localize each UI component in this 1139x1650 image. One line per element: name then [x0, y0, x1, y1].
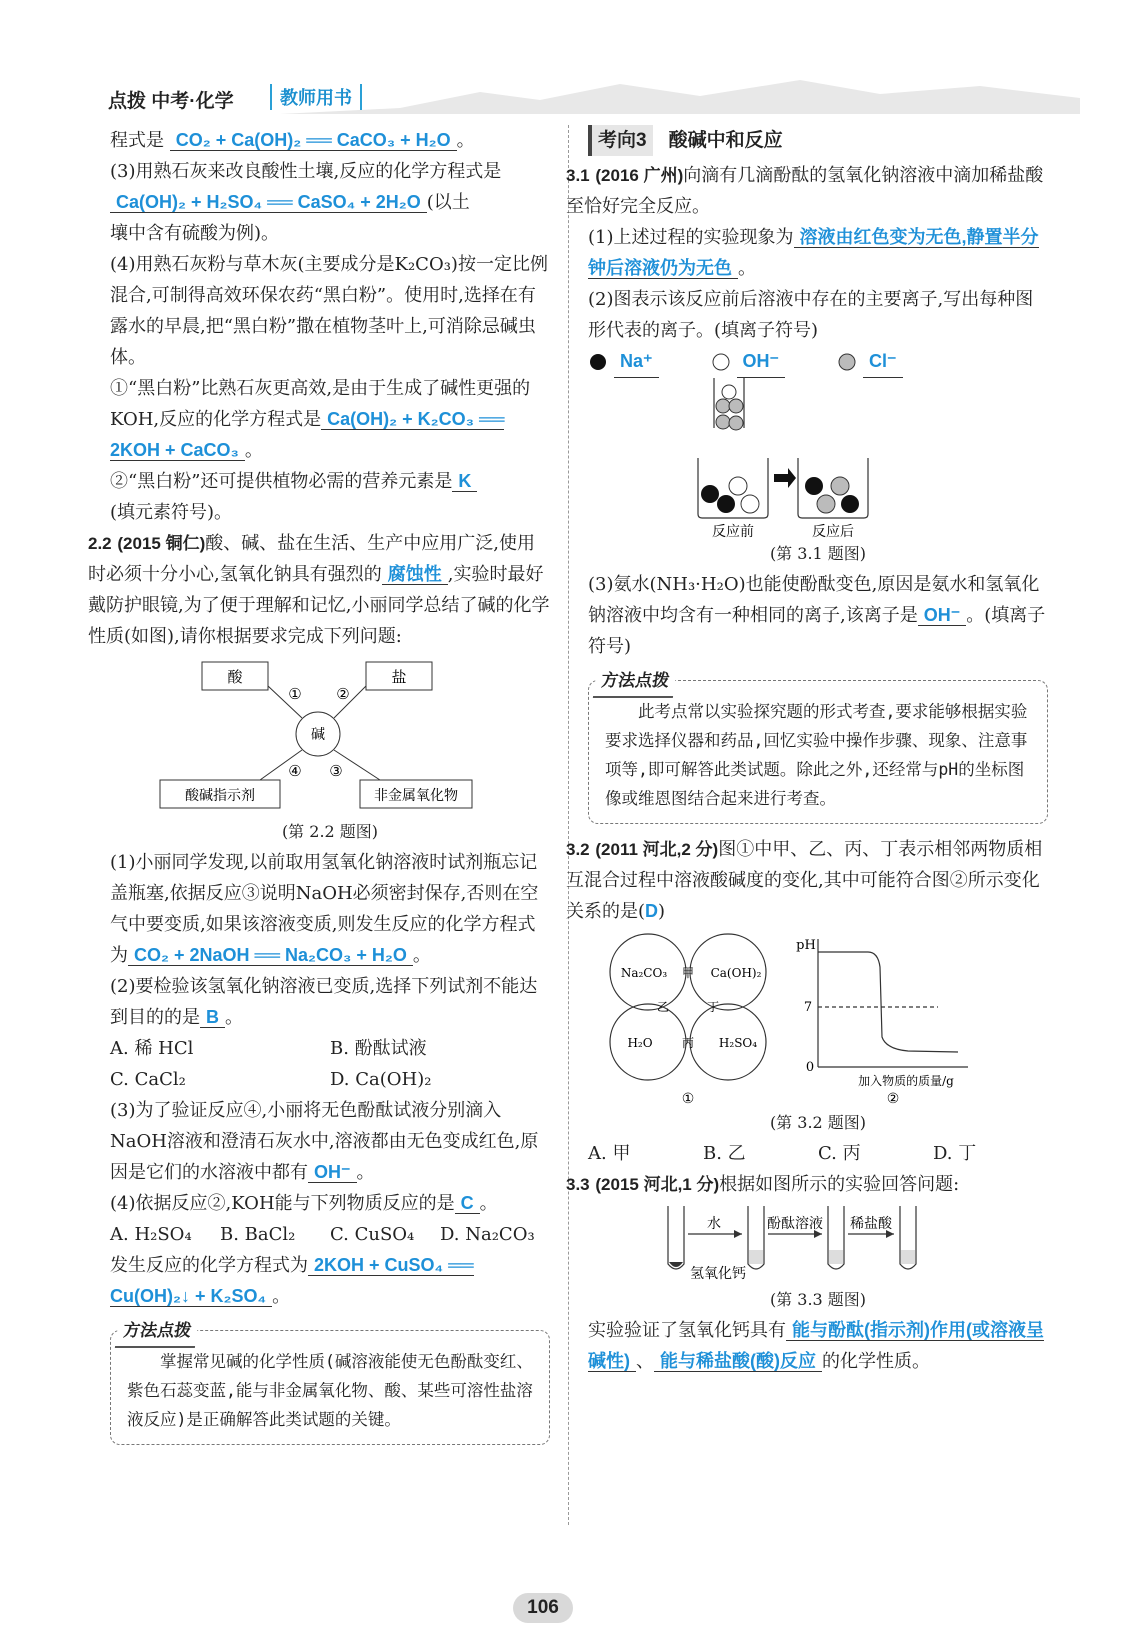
answer: OH⁻ [918, 605, 967, 626]
answer: 2KOH + CuSO₄ ══ Cu(OH)₂↓ + K₂SO₄ [110, 1255, 474, 1306]
section-tag: 考向3 [588, 125, 653, 156]
diagram-num-4: ④ [288, 762, 302, 780]
option: D. Na₂CO₃ [440, 1224, 535, 1245]
text: ) [658, 901, 666, 922]
left-column [88, 125, 550, 1445]
text: (2)要检验该氢氧化钠溶液已变质,选择下列试剂不能达到目的的是 [110, 976, 538, 1028]
answer: OH⁻ [308, 1162, 357, 1183]
figure-caption: (第 3.3 题图) [769, 1290, 867, 1309]
diagram-num-1: ① [288, 685, 302, 703]
figure-caption: (第 3.2 题图) [769, 1113, 867, 1132]
venn-label: Ca(OH)₂ [710, 966, 762, 980]
question-number: 2.2 [88, 534, 112, 553]
figure-caption: (第 2.2 题图) [281, 822, 379, 841]
diagram-num-3: ③ [329, 762, 343, 780]
text: 程式是 [110, 130, 164, 151]
question-text: (填元素符号)。 [110, 502, 233, 523]
figure-label: ② [886, 1091, 900, 1107]
tip-text: 此考点常以实验探究题的形式考查,要求能够根据实验要求选择仪器和药品,回忆实验中操作步骤、现象、注意事项等,即可解答此类试题。除此之外,还经常与pH的坐标图像或维恩图结合起来进行考查。 [605, 702, 1028, 808]
base-properties-diagram [110, 656, 550, 816]
venn-and-ph-figure [588, 927, 1048, 1107]
question-number: 3.2 [566, 840, 590, 859]
venn-label: 甲 [681, 966, 695, 980]
venn-label: Na₂CO₃ [620, 966, 668, 980]
figure-caption: (第 3.1 题图) [769, 544, 867, 563]
page-number: 106 [513, 1593, 573, 1623]
method-tip-box [110, 1321, 550, 1445]
options-row [588, 1138, 1048, 1169]
answer: Ca(OH)₂ + K₂CO₃ ══ 2KOH + CaCO₃ [110, 409, 505, 460]
page-header [100, 78, 1040, 118]
text: ,实验时最好戴防护眼镜,为了便于理解和记忆,小丽同学总结了碱的化学性质(如图),请你根据要求完成下列问题: [88, 564, 550, 647]
option: D. Ca(OH)₂ [330, 1069, 432, 1090]
text: 发生反应的化学方程式为 [110, 1255, 308, 1276]
book-tag: 教师用书 [270, 84, 362, 110]
diagram-num-2: ② [336, 685, 350, 703]
question-source: (2015 铜仁) [117, 534, 206, 553]
text: (以土 [426, 192, 470, 213]
right-column [566, 125, 1048, 1377]
text: 酸、碱、盐在生活、生产中应用广泛,使用时必须十分小心,氢氧化钠具有强烈的 [88, 533, 535, 585]
white-circle-icon [711, 352, 731, 372]
tube-label: 稀盐酸 [850, 1216, 892, 1232]
answer: OH⁻ [737, 346, 786, 378]
method-tip-box [588, 671, 1048, 824]
text: 。 [225, 1007, 243, 1028]
section-title: 酸碱中和反应 [668, 130, 783, 151]
axis-label: 加入物质的质量/g [858, 1074, 954, 1088]
tube-label: 水 [707, 1216, 721, 1232]
question-source: (2011 河北,2 分) [595, 840, 719, 859]
question-text: 壤中含有硫酸为例)。 [110, 223, 280, 244]
options-row [110, 1064, 550, 1095]
answer: 能与稀盐酸(酸)反应 [654, 1351, 822, 1372]
answer: C [455, 1193, 480, 1214]
text: 向滴有几滴酚酞的氢氧化钠溶液中滴加稀盐酸至恰好完全反应。 [566, 165, 1044, 217]
option: C. 丙 [818, 1143, 861, 1164]
text: 根据如图所示的实验回答问题: [719, 1174, 960, 1195]
tip-text: 掌握常见碱的化学性质(碱溶液能使无色酚酞变红、紫色石蕊变蓝,能与非金属氧化物、酸、某些可溶性盐溶液反应)是正确解答此类试题的关键。 [127, 1352, 533, 1429]
answer: CO₂ + 2NaOH ══ Na₂CO₃ + H₂O [128, 945, 413, 966]
text: ①“黑白粉”比熟石灰更高效,是由于生成了碱性更强的KOH,反应的化学方程式是 [110, 378, 531, 430]
answer: 腐蚀性 [382, 564, 448, 585]
tube-label: 氢氧化钙 [690, 1266, 746, 1282]
answer: K [452, 471, 477, 492]
answer: CO₂ + Ca(OH)₂ ══ CaCO₃ + H₂O [170, 130, 457, 151]
option: C. CaCl₂ [110, 1069, 186, 1090]
beaker-diagram [588, 378, 1048, 538]
question-text: (3)用熟石灰来改良酸性土壤,反应的化学方程式是 [110, 161, 502, 182]
text: 。 [272, 1286, 291, 1307]
question-number: 3.1 [566, 166, 590, 185]
text: 图①中甲、乙、丙、丁表示相邻两物质相互混合过程中溶液酸碱度的变化,其中可能符合图②所示变化关系的是( [566, 839, 1043, 922]
text: 。 [412, 945, 431, 966]
answer: D [645, 901, 659, 921]
options-row [110, 1219, 550, 1250]
answer: Na⁺ [614, 346, 659, 378]
black-circle-icon [588, 352, 608, 372]
gray-circle-icon [837, 352, 857, 372]
answer: 能与酚酞(指示剂)作用(或溶液呈碱性) [588, 1320, 1044, 1371]
brand-title: 点拨 中考·化学 [108, 91, 234, 112]
option: B. 酚酞试液 [330, 1038, 427, 1059]
option: A. 甲 [588, 1143, 631, 1164]
option: A. H₂SO₄ [110, 1224, 192, 1245]
venn-label: 乙 [656, 1000, 670, 1014]
answer: 溶液由红色变为无色,静置半分钟后溶液仍为无色 [588, 227, 1039, 278]
figure-label: ① [681, 1091, 695, 1107]
text: (3)氨水(NH₃·H₂O)也能使酚酞变色,原因是氨水和氢氧化钠溶液中均含有一种相同的离子,该离子是 [588, 574, 1040, 626]
text: 。 [456, 130, 475, 151]
tip-title: 方法点拨 [115, 1317, 199, 1348]
question-source: (2016 广州) [595, 166, 684, 185]
question-number: 3.3 [566, 1175, 590, 1194]
answer: B [200, 1007, 225, 1028]
question-text: (4)用熟石灰粉与草木灰(主要成分是K₂CO₃)按一定比例混合,可制得高效环保农药“黑白粉”。使用时,选择在有露水的早晨,把“黑白粉”撒在植物茎叶上,可消除忌碱虫体。 [110, 254, 548, 368]
option: B. 乙 [703, 1143, 746, 1164]
text: 。 [479, 1193, 498, 1214]
options-row [110, 1033, 550, 1064]
diagram-label-acid: 酸 [227, 668, 243, 686]
mountain-decoration [280, 78, 1080, 114]
option: C. CuSO₄ [330, 1224, 415, 1245]
answer: Cl⁻ [863, 346, 903, 378]
text: 的化学性质。 [822, 1351, 930, 1372]
answer: Ca(OH)₂ + H₂SO₄ ══ CaSO₄ + 2H₂O [110, 192, 427, 213]
test-tube-diagram [588, 1200, 1048, 1284]
label-before: 反应前 [712, 524, 754, 538]
venn-label: H₂O [627, 1036, 653, 1050]
text: 实验验证了氢氧化钙具有 [588, 1320, 786, 1341]
text: (3)为了验证反应④,小丽将无色酚酞试液分别滴入NaOH溶液和澄清石灰水中,溶液都由无色变成红色,原因是它们的水溶液中都有 [110, 1100, 539, 1183]
text: ②“黑白粉”还可提供植物必需的营养元素是 [110, 471, 453, 492]
text: 。 [356, 1162, 375, 1183]
question-source: (2015 河北,1 分) [595, 1175, 720, 1194]
text: 。 [244, 440, 263, 461]
text: (1)小丽同学发现,以前取用氢氧化钠溶液时试剂瓶忘记盖瓶塞,依据反应③说明NaOH必须密封保存,否则在空气中要变质,如果该溶液变质,则发生反应的化学方程式为 [110, 852, 539, 966]
text: 。(填离子符号) [588, 605, 1046, 657]
diagram-label-indicator: 酸碱指示剂 [185, 788, 255, 804]
tip-title: 方法点拨 [593, 667, 677, 698]
question-text: (2)图表示该反应前后溶液中存在的主要离子,写出每种图形代表的离子。(填离子符号) [588, 289, 1034, 341]
diagram-label-base: 碱 [311, 727, 325, 743]
axis-label: pH [796, 938, 816, 953]
tick-label: 0 [805, 1060, 815, 1075]
option: A. 稀 HCl [110, 1038, 194, 1059]
text: 。 [738, 258, 756, 279]
text: 、 [636, 1351, 654, 1372]
ion-legend [588, 346, 1048, 378]
venn-label: 丁 [706, 1000, 720, 1014]
text: (4)依据反应②,KOH能与下列物质反应的是 [110, 1193, 455, 1214]
text: (1)上述过程的实验现象为 [588, 227, 794, 248]
diagram-label-oxide: 非金属氧化物 [374, 788, 458, 804]
option: D. 丁 [933, 1143, 977, 1164]
venn-label: 丙 [681, 1036, 695, 1050]
option: B. BaCl₂ [220, 1224, 296, 1245]
diagram-label-salt: 盐 [391, 668, 407, 686]
venn-label: H₂SO₄ [718, 1036, 758, 1050]
column-divider [568, 125, 569, 1525]
tube-label: 酚酞溶液 [767, 1216, 823, 1232]
section-header [588, 125, 1048, 156]
label-after: 反应后 [812, 524, 854, 538]
tick-label: 7 [803, 1000, 813, 1015]
